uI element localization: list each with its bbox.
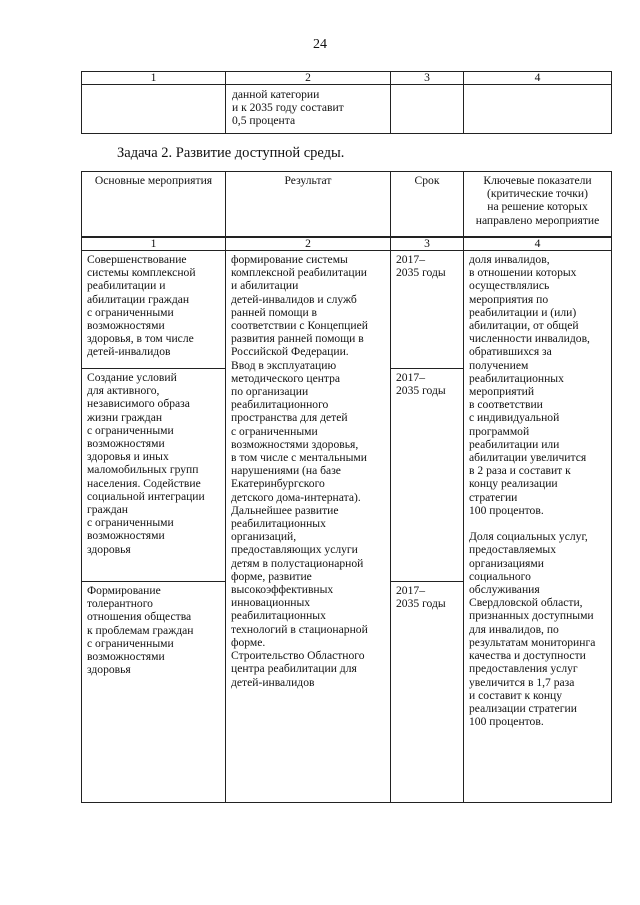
indicators-column <box>464 251 612 803</box>
term-item: 2017– 2035 годы <box>396 584 446 611</box>
measure-item: Совершенствование системы комплексной реабилитации и абилитации граждан с ограниченными возможностями здоровья, в том числе детей-инвалидов <box>82 251 225 369</box>
task-heading: Задача 2. Развитие доступной среды. <box>117 145 345 161</box>
result-text: формирование системы комплексной реабилитации и абилитации детей-инвалидов и служб ранней помощи в соответствии с Концепцией развития ранней помощи в Российской Федерации. Ввод в эксплуатацию методического центра по организации реабилитационного пространства для детей с ограниченными возможностями здоровья, в том числе с ментальными нарушениями (на базе Екатеринбургского детского дома-интерната). Дальнейшее развитие реабилитационных организаций, предоставляющих услуги детям в полустационарной форме, развитие высокоэффективных инновационных реабилитационных технологий в стационарной форме. Строительство Областного центра реабилитации для детей-инвалидов <box>231 253 368 689</box>
measure-item: Создание условий для активного, независимого образа жизни граждан с ограниченными возможностями здоровья и иных маломобильных групп населения. Содействие социальной интеграции граждан с ограниченными возможностями здоровья <box>82 369 225 582</box>
column-number-1: 1 <box>82 237 226 251</box>
column-numbers-row <box>82 237 612 251</box>
column-number-4: 4 <box>464 237 612 251</box>
header-result: Результат <box>226 172 391 238</box>
measures-table <box>81 171 612 803</box>
continuation-result-text: данной категории и к 2035 году составит 0,5 процента <box>232 88 344 128</box>
measures-body-row <box>82 251 612 803</box>
continuation-result-cell <box>226 85 391 134</box>
column-number-4: 4 <box>464 72 612 85</box>
term-item: 2017– 2035 годы <box>391 369 463 582</box>
continuation-header-row <box>82 72 612 85</box>
measures-header-row <box>82 172 612 238</box>
header-indicators: Ключевые показатели (критические точки) на решение которых направлено мероприятие <box>464 172 612 238</box>
column-number-2: 2 <box>226 72 391 85</box>
column-number-3: 3 <box>391 72 464 85</box>
continuation-cell-3 <box>391 85 464 134</box>
result-column <box>226 251 391 803</box>
column-number-1: 1 <box>82 72 226 85</box>
column-number-3: 3 <box>391 237 464 251</box>
continuation-cell-4 <box>464 85 612 134</box>
measures-column <box>82 251 226 803</box>
term-item: 2017– 2035 годы <box>391 251 463 369</box>
header-measures: Основные мероприятия <box>82 172 226 238</box>
header-term: Срок <box>391 172 464 238</box>
column-number-2: 2 <box>226 237 391 251</box>
term-column <box>391 251 464 803</box>
continuation-cell-1 <box>82 85 226 134</box>
page-number: 24 <box>313 37 327 52</box>
indicators-text: доля инвалидов, в отношении которых осуществлялись мероприятия по реабилитации и (или) абилитации, от общей численности инвалидов, обратившихся за получением реабилитационных мероприятий в соответствии с индивидуальной программой реабилитации или абилитации увеличится в 2 раза и составит к концу реализации стратегии 100 процентов. Доля социальных услуг, предоставляемых организациями социального обслуживания Свердловской области, признанных доступными для инвалидов, по результатам мониторинга качества и доступности предоставления услуг увеличится в 1,7 раза и составит к концу реализации стратегии 100 процентов. <box>469 253 596 729</box>
measure-item: Формирование толерантного отношения общества к проблемам граждан с ограниченными возможностями здоровья <box>87 584 194 677</box>
continuation-body-row <box>82 85 612 134</box>
continuation-table <box>81 71 612 134</box>
